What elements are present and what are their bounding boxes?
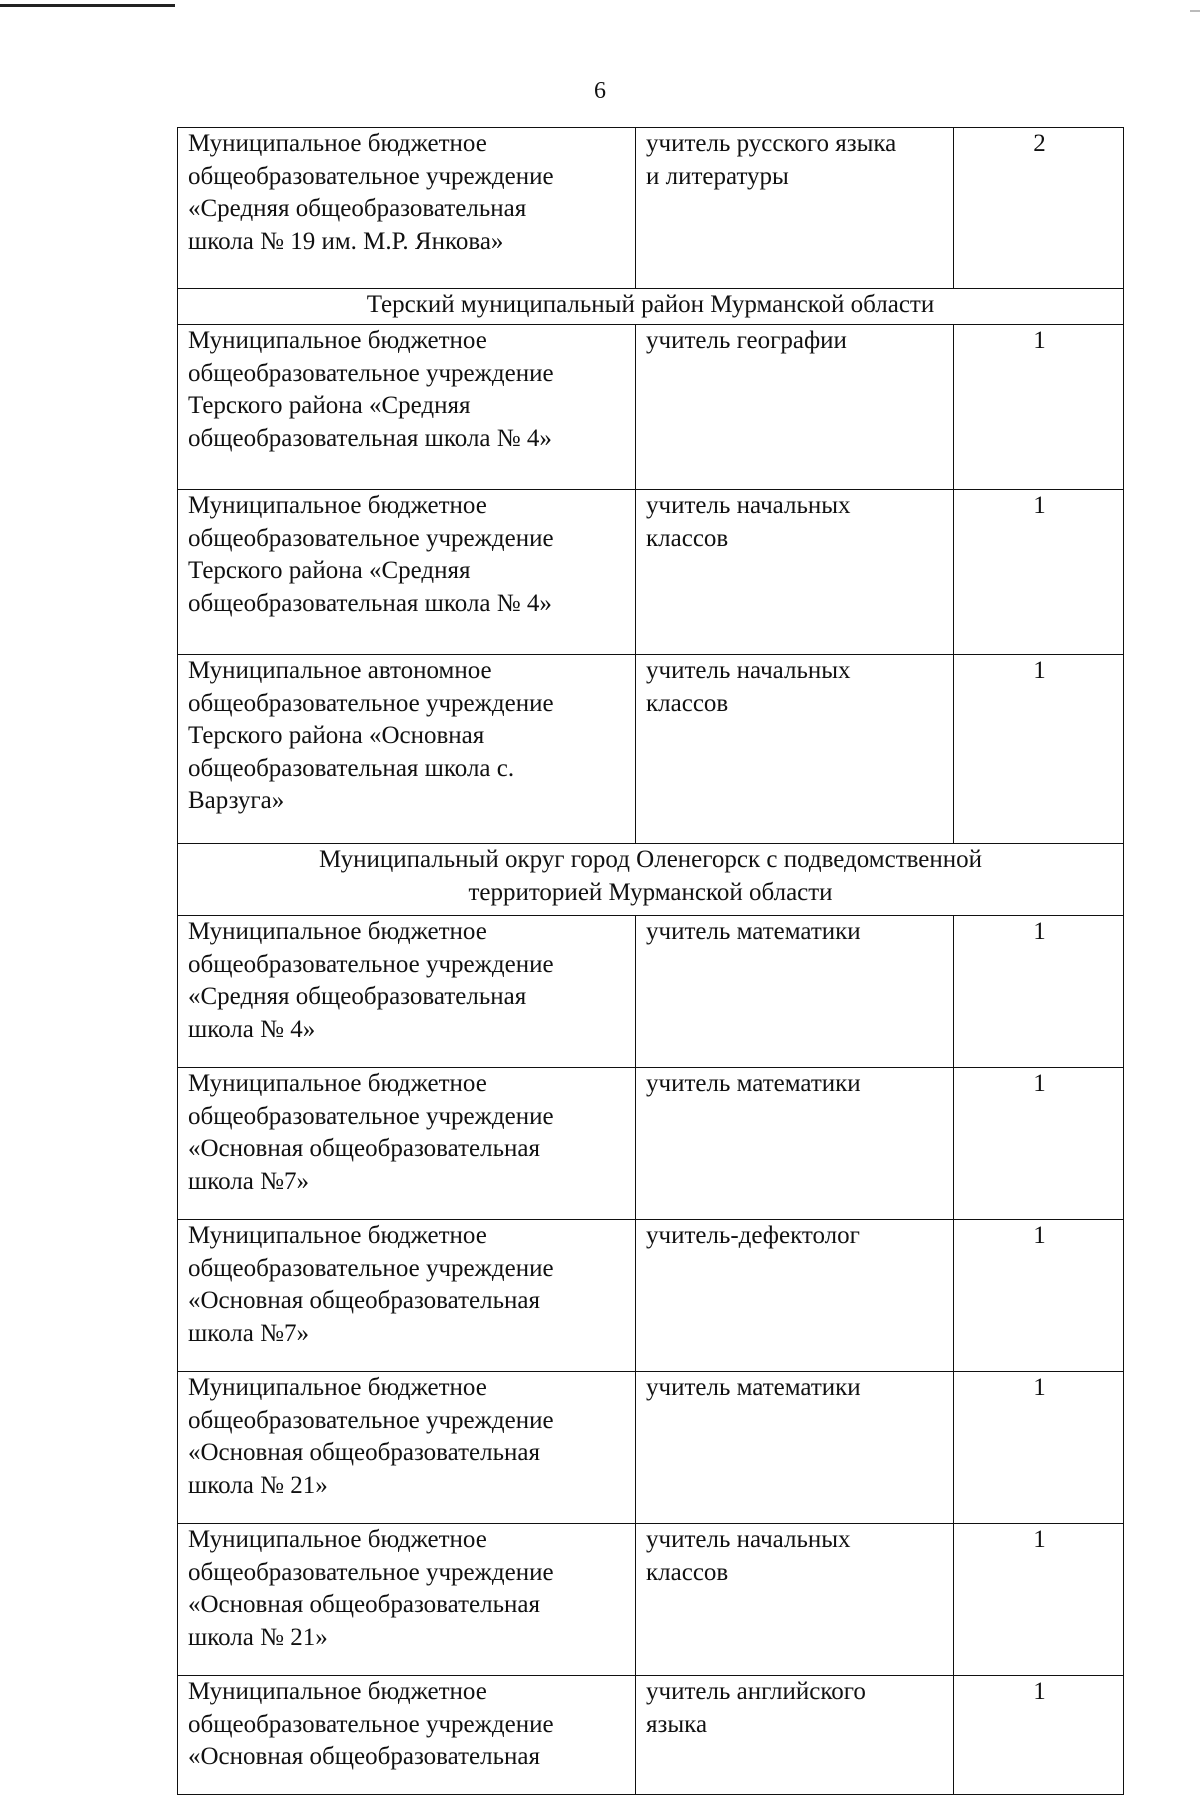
vacancy-count-cell: 1 (954, 1524, 1124, 1676)
institution-line: Муниципальное бюджетное (188, 1222, 487, 1249)
position-cell (636, 1524, 954, 1676)
position-line: классов (646, 689, 729, 717)
position-cell (636, 916, 954, 1068)
institution-line: «Средняя общеобразовательная (188, 195, 527, 222)
institution-line: школа № 21» (188, 1623, 328, 1651)
position-line: классов (646, 1558, 729, 1586)
institution-cell (178, 916, 636, 1068)
position-cell (636, 1676, 954, 1795)
region-title-line: Муниципальный округ город Оленегорск с подведомственной (318, 846, 983, 873)
page-number: 6 (594, 78, 606, 104)
position-cell (636, 1372, 954, 1524)
institution-line: общеобразовательное учреждение (188, 359, 554, 387)
institution-line: общеобразовательное учреждение (188, 1558, 554, 1586)
position-line: учитель английского (646, 1678, 866, 1705)
position-line: языка (646, 1710, 708, 1738)
position-line: учитель начальных (646, 657, 851, 684)
institution-line: Варзуга» (188, 787, 285, 814)
institution-line: школа №7» (188, 1319, 309, 1347)
position-line: учитель русского языка (646, 130, 897, 157)
table-row (178, 916, 1124, 1068)
table-body (178, 128, 1124, 1795)
institution-line: «Основная общеобразовательная (188, 1439, 540, 1466)
institution-line: Муниципальное бюджетное (188, 1526, 487, 1553)
table-row (178, 1372, 1124, 1524)
institution-line: «Основная общеобразовательная (188, 1591, 540, 1618)
vacancies-table (177, 127, 1124, 1795)
position-line: учитель географии (646, 327, 847, 354)
institution-line: общеобразовательное учреждение (188, 689, 554, 717)
institution-line: Муниципальное бюджетное (188, 918, 487, 945)
institution-cell (178, 655, 636, 844)
institution-line: Муниципальное бюджетное (188, 1070, 487, 1097)
position-line: учитель начальных (646, 492, 851, 519)
institution-cell (178, 490, 636, 655)
table-row (178, 1068, 1124, 1220)
institution-line: Терского района «Средняя (188, 557, 471, 584)
region-header-row (178, 289, 1124, 325)
position-cell (636, 655, 954, 844)
table-row (178, 325, 1124, 490)
table-row (178, 1676, 1124, 1795)
region-header-row (178, 844, 1124, 916)
position-cell (636, 490, 954, 655)
institution-line: Терского района «Средняя (188, 392, 471, 419)
position-cell (636, 325, 954, 490)
institution-cell (178, 1068, 636, 1220)
institution-line: Муниципальное автономное (188, 657, 492, 684)
institution-cell (178, 1220, 636, 1372)
vacancy-count-cell: 1 (954, 1220, 1124, 1372)
institution-line: школа № 4» (188, 1015, 316, 1043)
vacancy-count-cell: 1 (954, 916, 1124, 1068)
table-row (178, 1220, 1124, 1372)
vacancy-count-cell: 1 (954, 325, 1124, 490)
institution-cell (178, 128, 636, 289)
institution-line: общеобразовательное учреждение (188, 1254, 554, 1282)
institution-line: школа № 19 им. М.Р. Янкова» (188, 227, 504, 255)
institution-line: общеобразовательное учреждение (188, 1710, 554, 1738)
institution-line: «Основная общеобразовательная (188, 1135, 540, 1162)
vacancy-count-cell: 2 (954, 128, 1124, 289)
region-title-line: Терский муниципальный район Мурманской области (366, 291, 935, 318)
vacancy-count-cell: 1 (954, 1676, 1124, 1795)
institution-line: общеобразовательное учреждение (188, 950, 554, 978)
position-cell (636, 1220, 954, 1372)
vacancy-count-cell: 1 (954, 490, 1124, 655)
table-row (178, 1524, 1124, 1676)
vacancy-count-cell: 1 (954, 655, 1124, 844)
institution-line: общеобразовательная школа с. (188, 754, 515, 782)
institution-line: Муниципальное бюджетное (188, 1678, 487, 1705)
vacancy-count-cell: 1 (954, 1372, 1124, 1524)
table-row (178, 128, 1124, 289)
institution-line: общеобразовательное учреждение (188, 162, 554, 190)
institution-line: общеобразовательная школа № 4» (188, 424, 552, 452)
institution-line: общеобразовательное учреждение (188, 1406, 554, 1434)
position-line: и литературы (646, 162, 789, 190)
institution-line: «Основная общеобразовательная (188, 1287, 540, 1314)
institution-line: «Средняя общеобразовательная (188, 983, 527, 1010)
position-line: классов (646, 524, 729, 552)
institution-line: Муниципальное бюджетное (188, 492, 487, 519)
region-title-line: территорией Мурманской области (468, 878, 833, 906)
institution-line: Муниципальное бюджетное (188, 130, 487, 157)
table-row (178, 655, 1124, 844)
institution-cell (178, 325, 636, 490)
institution-cell (178, 1372, 636, 1524)
position-line: учитель начальных (646, 1526, 851, 1553)
position-line: учитель математики (646, 1070, 861, 1097)
institution-line: общеобразовательная школа № 4» (188, 589, 552, 617)
position-line: учитель-дефектолог (646, 1222, 860, 1249)
region-title (178, 289, 1124, 325)
region-title (178, 844, 1124, 916)
institution-cell (178, 1524, 636, 1676)
vacancy-count-cell: 1 (954, 1068, 1124, 1220)
institution-line: школа №7» (188, 1167, 309, 1195)
position-line: учитель математики (646, 918, 861, 945)
position-line: учитель математики (646, 1374, 861, 1401)
position-cell (636, 1068, 954, 1220)
table-row (178, 490, 1124, 655)
institution-line: Муниципальное бюджетное (188, 1374, 487, 1401)
institution-line: Терского района «Основная (188, 722, 485, 749)
institution-line: школа № 21» (188, 1471, 328, 1499)
institution-line: Муниципальное бюджетное (188, 327, 487, 354)
scan-edge-mark (0, 4, 175, 7)
scan-edge-mark-right (1190, 10, 1200, 12)
institution-line: общеобразовательное учреждение (188, 1102, 554, 1130)
institution-cell (178, 1676, 636, 1795)
institution-line: «Основная общеобразовательная (188, 1743, 540, 1770)
position-cell (636, 128, 954, 289)
institution-line: общеобразовательное учреждение (188, 524, 554, 552)
